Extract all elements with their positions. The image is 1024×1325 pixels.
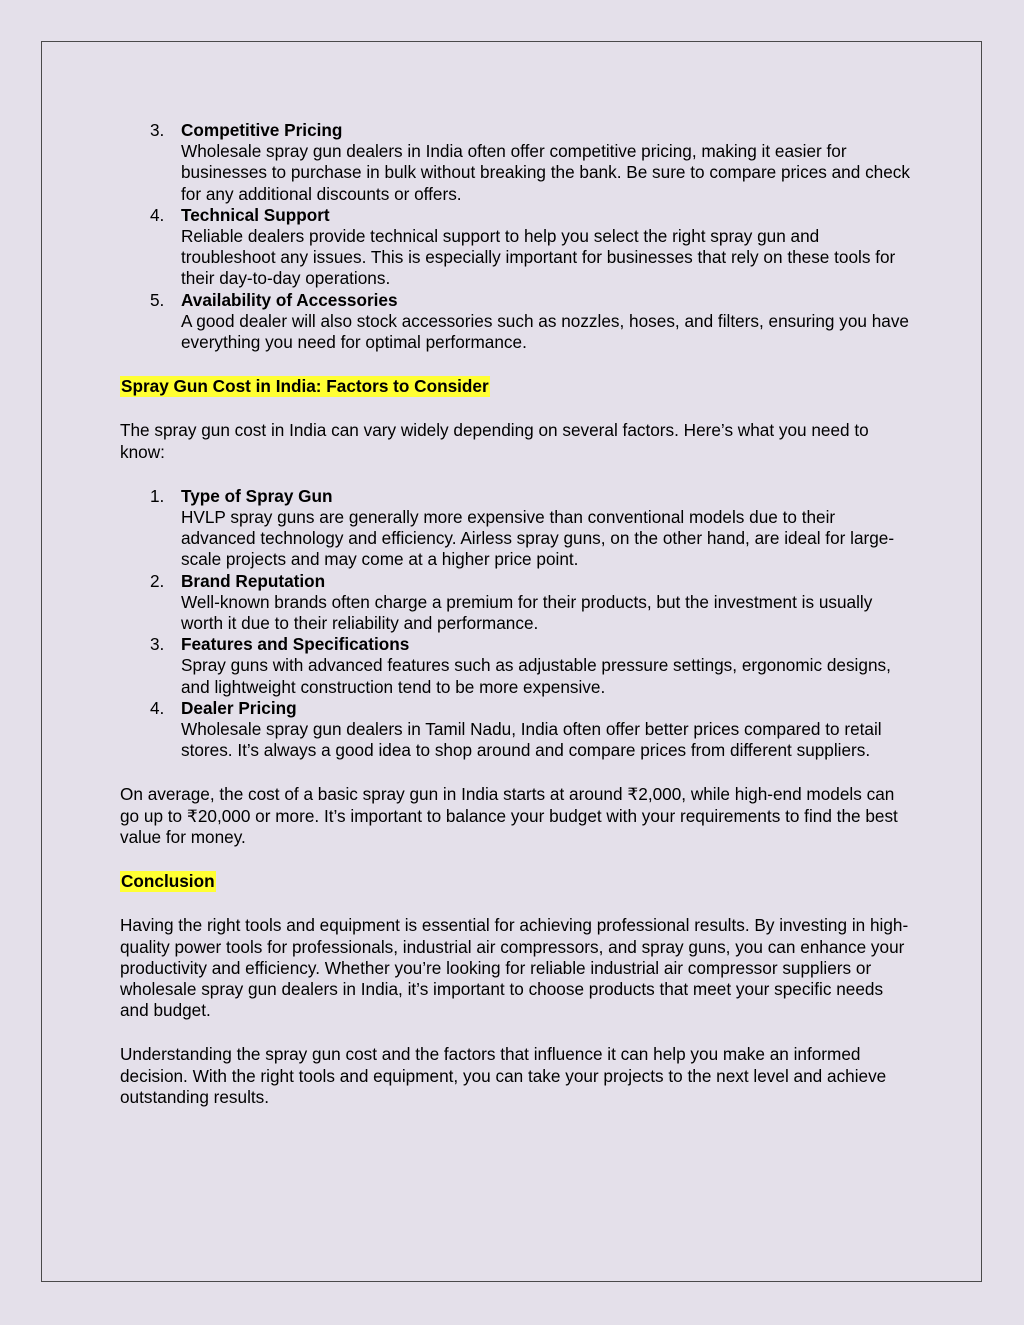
section-heading-cost: Spray Gun Cost in India: Factors to Consider <box>121 376 489 397</box>
list-item-number: 2. <box>150 570 165 591</box>
list-item-body: A good dealer will also stock accessories such as nozzles, hoses, and filters, ensuring you have everything you need for optimal performance. <box>181 310 909 353</box>
list-item-body: Wholesale spray gun dealers in Tamil Nadu, India often offer better prices compared to retail stores. It’s always a good idea to shop around and compare prices from different suppliers. <box>181 719 882 761</box>
list-item <box>120 634 910 698</box>
list-item-number: 5. <box>150 289 165 310</box>
list-item-title: Type of Spray Gun <box>181 485 333 506</box>
list-item-body: Wholesale spray gun dealers in India often offer competitive pricing, making it easier for businesses to purchase in bulk without breaking the bank. Be sure to compare prices and check for any additional discounts or offers. <box>181 141 910 204</box>
list-item-body: Spray guns with advanced features such as adjustable pressure settings, ergonomic designs, and lightweight construction tend to be more expensive. <box>181 655 891 697</box>
cost-summary-paragraph: On average, the cost of a basic spray gun in India starts at around ₹2,000, while high-end models can go up to ₹20,000 or more. It’s important to balance your budget with your requirements to find the best value for money. <box>120 784 898 847</box>
list-item-number: 4. <box>150 204 165 225</box>
list-item-number: 3. <box>150 634 165 655</box>
list-item-body: Reliable dealers provide technical support to help you select the right spray gun and troubleshoot any issues. This is especially important for businesses that rely on these tools for their day-to-day operations. <box>181 226 896 289</box>
list-item-number: 4. <box>150 697 165 718</box>
cost-factors-list <box>120 486 910 762</box>
list-item <box>120 120 910 205</box>
list-item-title: Availability of Accessories <box>181 289 398 310</box>
list-item <box>120 571 910 635</box>
list-item <box>120 486 910 571</box>
list-item-title: Technical Support <box>181 204 330 225</box>
list-item-body: Well-known brands often charge a premium for their products, but the investment is usually worth it due to their reliability and performance. <box>181 591 873 634</box>
list-item-title: Features and Specifications <box>181 634 410 655</box>
list-item-title: Brand Reputation <box>181 570 326 591</box>
list-item <box>120 205 910 290</box>
cost-intro-paragraph: The spray gun cost in India can vary widely depending on several factors. Here’s what you need to know: <box>120 420 869 462</box>
conclusion-paragraph-2: Understanding the spray gun cost and the factors that influence it can help you make an informed decision. With the right tools and equipment, you can take your projects to the next level and achieve outstanding results. <box>120 1044 887 1107</box>
document-content <box>120 120 910 1108</box>
conclusion-paragraph-1: Having the right tools and equipment is essential for achieving professional results. By investing in high-quality power tools for professionals, industrial air compressors, and spray guns, you can enhance your productivity and efficiency. Whether you’re looking for reliable industrial air compressor suppliers or wholesale spray gun dealers in India, it’s important to choose products that meet your specific needs and budget. <box>120 915 909 1021</box>
list-item-number: 3. <box>150 120 165 140</box>
list-item-title: Competitive Pricing <box>181 120 343 140</box>
list-item <box>120 698 910 762</box>
list-item-body: HVLP spray guns are generally more expensive than conventional models due to their advanced technology and efficiency. Airless spray guns, on the other hand, are ideal for large-scale projects and may come at a higher price point. <box>181 507 895 570</box>
list-item-number: 1. <box>150 485 165 506</box>
list-item-title: Dealer Pricing <box>181 697 297 718</box>
list-item <box>120 290 910 354</box>
section-heading-conclusion: Conclusion <box>121 871 215 892</box>
dealer-benefits-list <box>120 120 910 353</box>
